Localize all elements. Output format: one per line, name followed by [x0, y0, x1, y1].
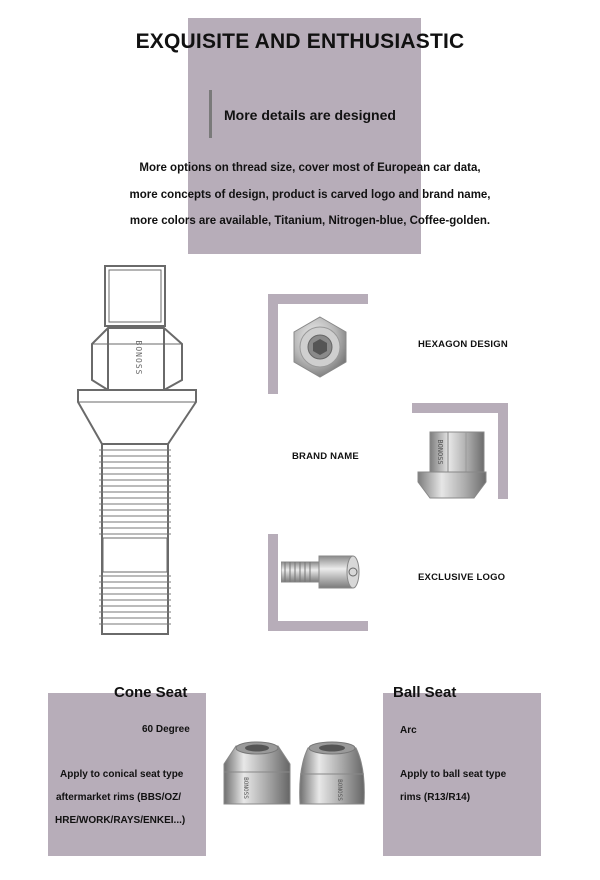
description-line-2: more concepts of design, product is carved logo and brand name,: [129, 189, 491, 201]
page-title: EXQUISITE AND ENTHUSIASTIC: [135, 30, 465, 53]
feature-label-logo: EXCLUSIVE LOGO: [418, 572, 506, 583]
feature-label-brand: BRAND NAME: [292, 451, 359, 462]
cone-seat-nut-image: [222, 738, 292, 808]
ball-seat-title: Ball Seat: [393, 684, 457, 701]
cone-seat-title: Cone Seat: [114, 684, 188, 701]
ball-nut-engraving: BONOSS: [336, 779, 343, 801]
ball-seat-line-2: rims (R13/R14): [400, 792, 471, 803]
page-subtitle: More details are designed: [224, 107, 396, 123]
cone-seat-degree: 60 Degree: [142, 724, 190, 735]
feature-label-hexagon: HEXAGON DESIGN: [418, 339, 508, 350]
cone-seat-line-1: Apply to conical seat type: [60, 769, 184, 780]
logo-bolt-image: [281, 548, 361, 598]
description-line-3: more colors are available, Titanium, Nitrogen-blue, Coffee-golden.: [129, 215, 491, 227]
ball-seat-line-1: Apply to ball seat type: [400, 769, 507, 780]
brand-nut-image: [414, 428, 490, 502]
title-divider: [209, 90, 212, 138]
ball-seat-nut-image: [298, 738, 366, 808]
cone-seat-line-3: HRE/WORK/RAYS/ENKEI...): [55, 815, 186, 826]
brand-engraving: BONOSS: [436, 439, 444, 465]
ball-seat-degree: Arc: [400, 725, 417, 736]
description-line-1: More options on thread size, cover most of European car data,: [139, 162, 481, 174]
cone-nut-engraving: BONOSS: [242, 777, 249, 799]
wheel-bolt-drawing: [72, 262, 202, 642]
cone-seat-line-2: aftermarket rims (BBS/OZ/: [56, 792, 182, 803]
bolt-engraving: BONOSS: [134, 340, 143, 376]
hexagon-nut-image: [287, 314, 353, 380]
